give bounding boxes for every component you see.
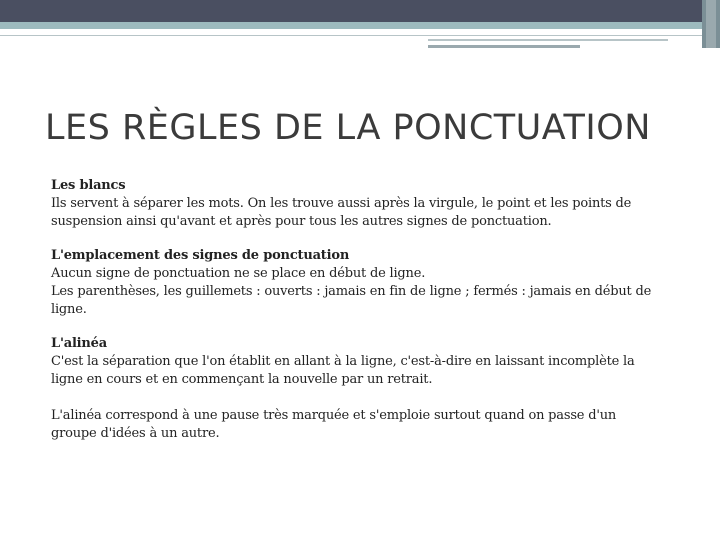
section-text: Ils servent à séparer les mots. On les trouve aussi après la virgule, le point et les points de suspension ainsi qu'avant et après pour tous les autres signes de ponctuation. (51, 196, 632, 229)
header-accent-line-thick (428, 45, 580, 48)
section-emplacement (51, 247, 661, 319)
header-accent-line (428, 39, 668, 41)
section-alinea (51, 335, 661, 443)
header-bar-accent (0, 22, 702, 29)
section-text-2: L'alinéa correspond à une pause très marquée et s'emploie surtout quand on passe d'un groupe d'idées à un autre. (51, 408, 617, 441)
slide-title: LES RÈGLES DE LA PONCTUATION (45, 108, 651, 148)
section-text-2: Les parenthèses, les guillemets : ouverts : jamais en fin de ligne ; fermés : jamais en début de ligne. (51, 284, 652, 317)
section-heading: L'emplacement des signes de ponctuation (51, 248, 350, 263)
section-heading: Les blancs (51, 178, 126, 193)
slide-body (51, 177, 661, 459)
header-bar-dark (0, 0, 702, 22)
section-blancs (51, 177, 661, 231)
header-corner-stripe (706, 0, 716, 48)
section-text: Aucun signe de ponctuation ne se place en début de ligne. (51, 266, 426, 281)
section-text: C'est la séparation que l'on établit en allant à la ligne, c'est-à-dire en laissant incomplète la ligne en cours et en commençant la nouvelle par un retrait. (51, 354, 635, 387)
section-heading: L'alinéa (51, 336, 107, 351)
header-divider-line (0, 35, 702, 36)
